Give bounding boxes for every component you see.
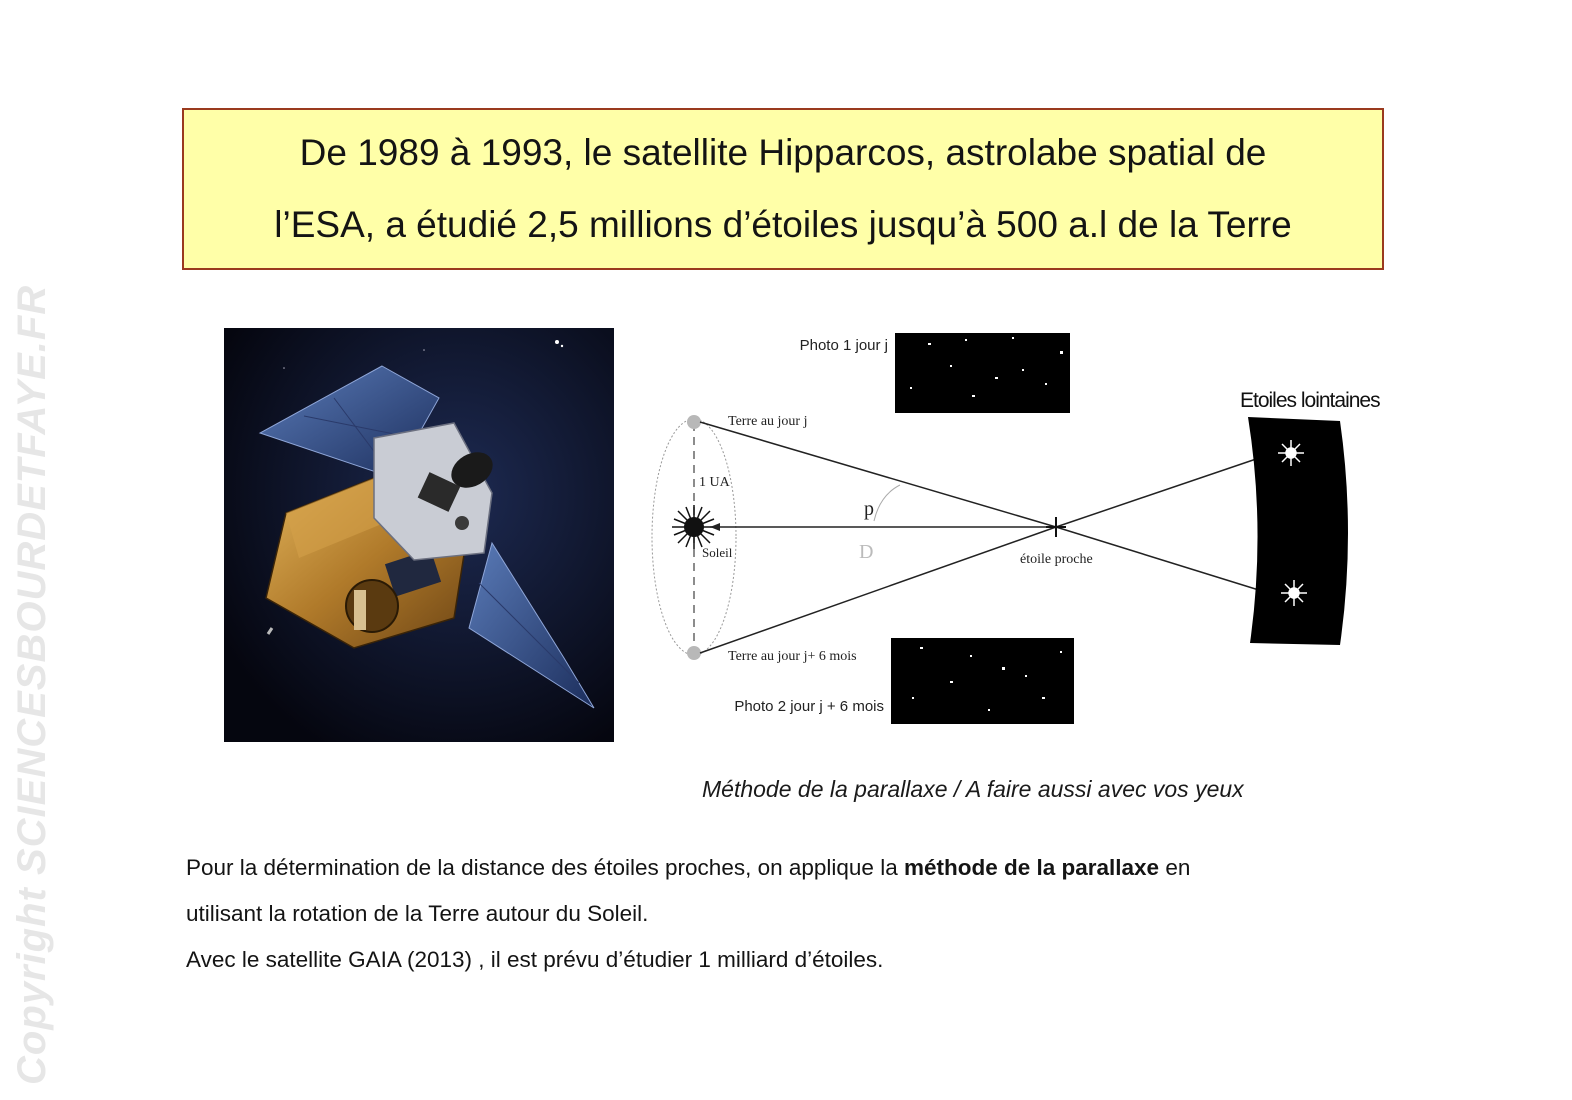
photo-2-starfield	[891, 638, 1074, 724]
body-line-2: utilisant la rotation de la Terre autour du Soleil.	[186, 901, 649, 926]
photo-1-starfield	[895, 333, 1070, 413]
d-label: D	[859, 541, 874, 563]
p-label: p	[864, 498, 874, 520]
earth-day-j6	[687, 646, 701, 660]
photo-2-label: Photo 2 jour j + 6 mois	[734, 698, 884, 715]
title-box	[182, 108, 1384, 270]
hipparcos-satellite-image	[224, 328, 614, 742]
far-stars-label: Etoiles lointaines	[1240, 389, 1380, 412]
diagram-caption: Méthode de la parallaxe / A faire aussi avec vos yeux	[702, 776, 1244, 802]
earth-day-j	[687, 415, 701, 429]
body-line-3: Avec le satellite GAIA (2013) , il est prévu d’étudier 1 milliard d’étoiles.	[186, 947, 884, 972]
title-line-2: l’ESA, a étudié 2,5 millions d’étoiles jusqu’à 500 a.l de la Terre	[274, 204, 1292, 245]
copyright-watermark: Copyright SCIENCESBOURDETFAYE.FR	[10, 284, 54, 1085]
parallax-method-bold: méthode de la parallaxe	[903, 855, 1160, 880]
near-star-label: étoile proche	[1020, 552, 1093, 567]
near-star-icon	[1046, 517, 1066, 537]
far-stars-panel	[1248, 417, 1348, 645]
body-line-1: Pour la détermination de la distance des étoiles proches, on applique la méthode de la parallaxe en	[186, 855, 1191, 880]
sun-label: Soleil	[702, 545, 733, 560]
body-paragraph	[186, 845, 1396, 983]
photo-1-label: Photo 1 jour j	[799, 337, 888, 354]
ua-label: 1 UA	[699, 475, 730, 490]
earth-day-j-label: Terre au jour j	[728, 414, 808, 429]
parallax-diagram	[650, 325, 1410, 745]
title-line-1: De 1989 à 1993, le satellite Hipparcos, astrolabe spatial de	[299, 132, 1267, 173]
earth-day-j6-label: Terre au jour j+ 6 mois	[728, 649, 857, 664]
